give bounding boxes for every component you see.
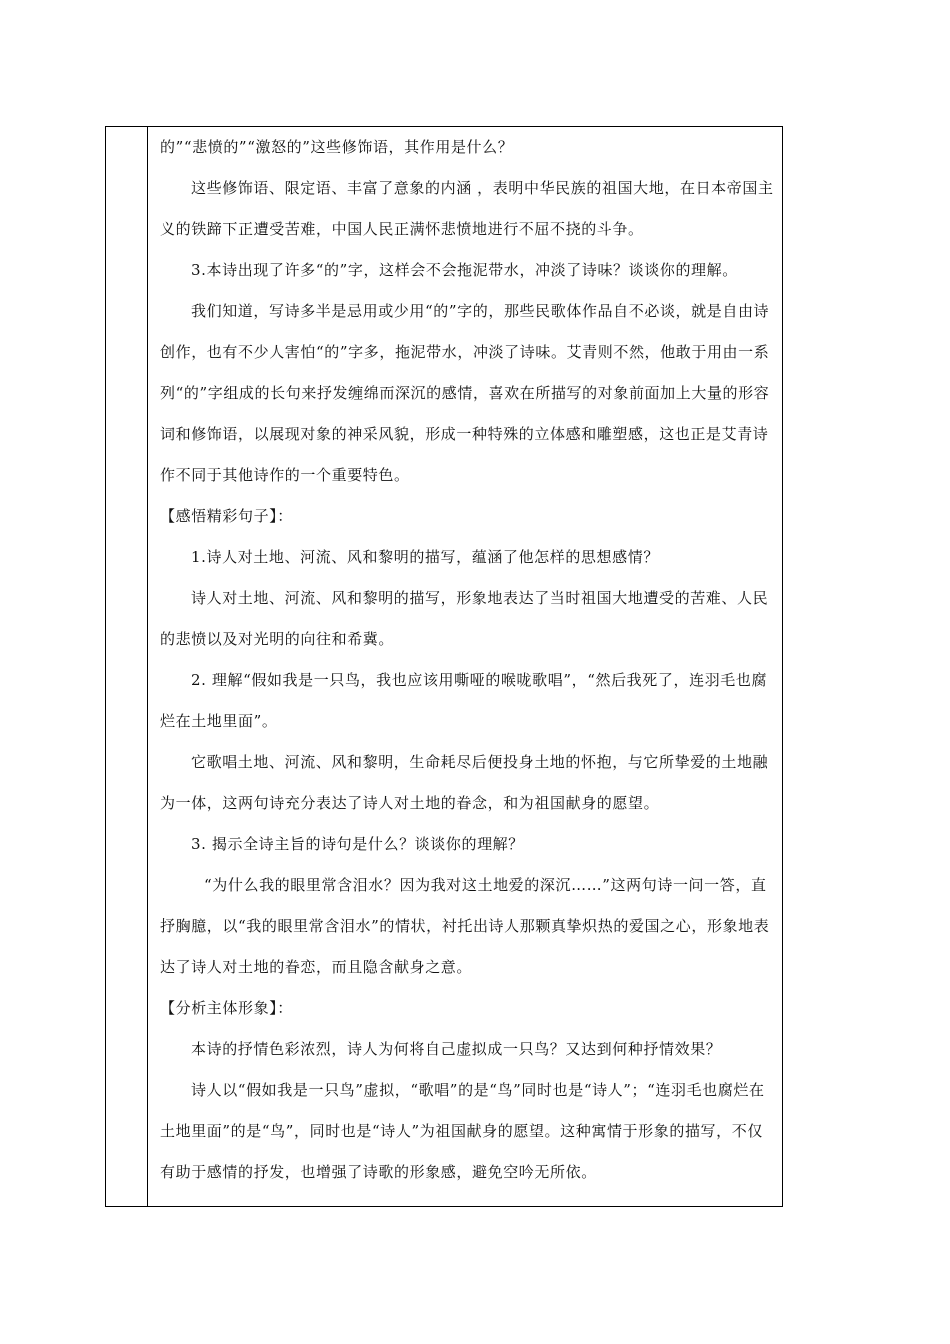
section-heading: 【感悟精彩句子】：: [160, 507, 293, 525]
paragraph: 本诗的抒情色彩浓烈，诗人为何将自己虚拟成一只鸟？又达到何种抒情效果？: [191, 1040, 722, 1058]
paragraph: 诗人以“假如我是一只鸟”虚拟，“歌唱”的是“鸟”同时也是“诗人”；“连羽毛也腐烂在土地里面”的是“鸟”，同时也是“诗人”为祖国献身的愿望。这种寓情于形象的描写，不仅有助于感情的抒发，也增强了诗歌的形象感，避免空吟无所依。: [160, 1081, 765, 1181]
paragraph: 1.诗人对土地、河流、风和黎明的描写，蕴涵了他怎样的思想感情？: [191, 548, 659, 566]
paragraph: 这些修饰语、限定语、丰富了意象的内涵 ，表明中华民族的祖国大地，在日本帝国主义的铁蹄下正遭受苦难，中国人民正满怀悲愤地进行不屈不挠的斗争。: [160, 179, 774, 238]
lesson-text: [160, 127, 774, 1193]
paragraph: 诗人对土地、河流、风和黎明的描写，形象地表达了当时祖国大地遭受的苦难、人民的悲愤以及对光明的向往和希冀。: [160, 589, 769, 648]
paragraph: “为什么我的眼里常含泪水？因为我对这土地爱的深沉……”这两句诗一问一答，直抒胸臆，以“我的眼里常含泪水”的情状，衬托出诗人那颗真挚炽热的爱国之心，形象地表达了诗人对土地的眷恋，而且隐含献身之意。: [160, 876, 770, 976]
paragraph: 我们知道，写诗多半是忌用或少用“的”字的，那些民歌体作品自不必谈，就是自由诗创作，也有不少人害怕“的”字多，拖泥带水，冲淡了诗味。艾青则不然，他敢于用由一系列“的”字组成的长句来抒发缠绵而深沉的感情，喜欢在所描写的对象前面加上大量的形容词和修饰语，以展现对象的神采风貌，形成一种特殊的立体感和雕塑感，这也正是艾青诗作不同于其他诗作的一个重要特色。: [160, 302, 770, 484]
paragraph: 2. 理解“假如我是一只鸟，我也应该用嘶哑的喉咙歌唱”，“然后我死了，连羽毛也腐烂在土地里面”。: [160, 671, 768, 730]
paragraph: 的”“悲愤的”“激怒的”这些修饰语，其作用是什么？: [160, 138, 514, 156]
section-heading: 【分析主体形象】：: [160, 999, 293, 1017]
content-table: [105, 126, 783, 1207]
paragraph: 3.本诗出现了许多“的”字，这样会不会拖泥带水，冲淡了诗味？谈谈你的理解。: [191, 261, 738, 279]
column-divider: [147, 127, 148, 1206]
paragraph: 3. 揭示全诗主旨的诗句是什么？谈谈你的理解？: [191, 835, 524, 853]
paragraph: 它歌唱土地、河流、风和黎明，生命耗尽后便投身土地的怀抱，与它所挚爱的土地融为一体，这两句诗充分表达了诗人对土地的眷念，和为祖国献身的愿望。: [160, 753, 769, 812]
